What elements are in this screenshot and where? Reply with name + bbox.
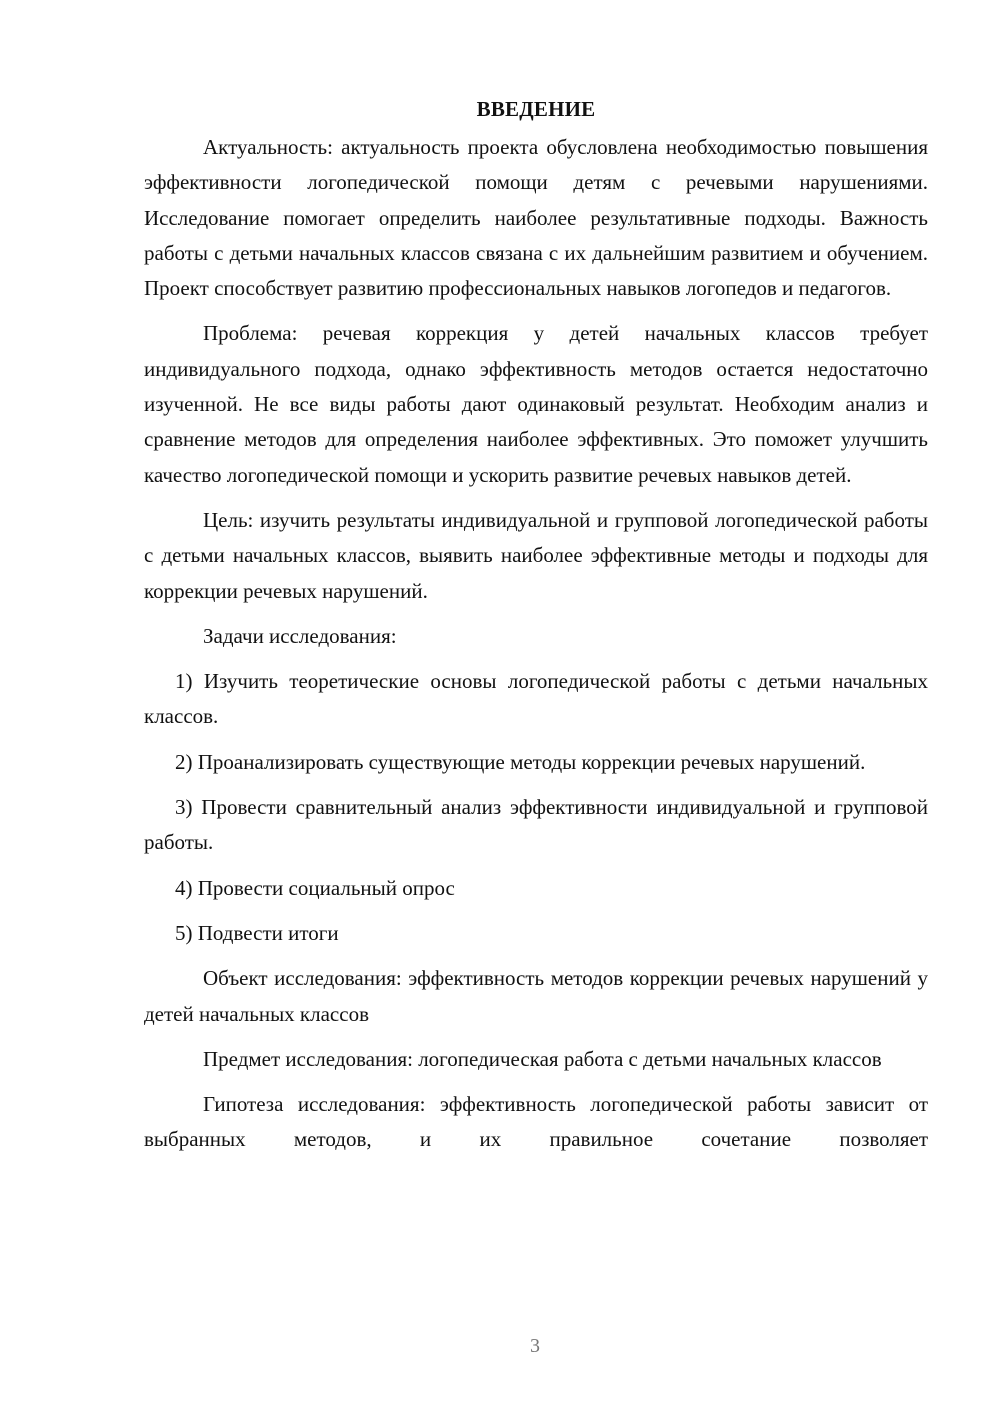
hypothesis-paragraph: Гипотеза исследования: эффективность логопедической работы зависит от выбранных методов, и их правильное сочетание позволяет [144,1092,928,1152]
problem-paragraph: Проблема: речевая коррекция у детей начальных классов требует индивидуального подхода, однако эффективность методов остается недостаточно изученной. Не все виды работы дают одинаковый результат. Необходим анализ и сравнение методов для определения наиболее эффективных. Это поможет улучшить качество логопедической помощи и ускорить развитие речевых навыков детей. [144,321,928,487]
subject-paragraph: Предмет исследования: логопедическая работа с детьми начальных классов [203,1046,882,1071]
object-paragraph: Объект исследования: эффективность методов коррекции речевых нарушений у детей начальных классов [144,966,928,1026]
relevance-paragraph: Актуальность: актуальность проекта обусловлена необходимостью повышения эффективности логопедической помощи детям с речевыми нарушениями. Исследование помогает определить наиболее результативные подходы. Важность работы с детьми начальных классов связана с их дальнейшим развитием и обучением. Проект способствует развитию профессиональных навыков логопедов и педагогов. [144,135,928,301]
goal-paragraph: Цель: изучить результаты индивидуальной и групповой логопедической работы с детьми начальных классов, выявить наиболее эффективные методы и подходы для коррекции речевых нарушений. [144,507,928,603]
page-title: ВВЕДЕНИЕ [476,97,596,121]
tasks-title: Задачи исследования: [203,623,397,648]
task-item-2: 2) Проанализировать существующие методы коррекции речевых нарушений. [175,749,866,774]
task-item-1: 1) Изучить теоретические основы логопедической работы с детьми начальных классов. [144,669,928,729]
task-item-5: 5) Подвести итоги [175,920,339,945]
page-number: 3 [530,1335,540,1357]
document-body [144,92,928,1168]
task-item-4: 4) Провести социальный опрос [175,875,455,900]
task-item-3: 3) Провести сравнительный анализ эффективности индивидуальной и групповой работы. [144,795,928,855]
